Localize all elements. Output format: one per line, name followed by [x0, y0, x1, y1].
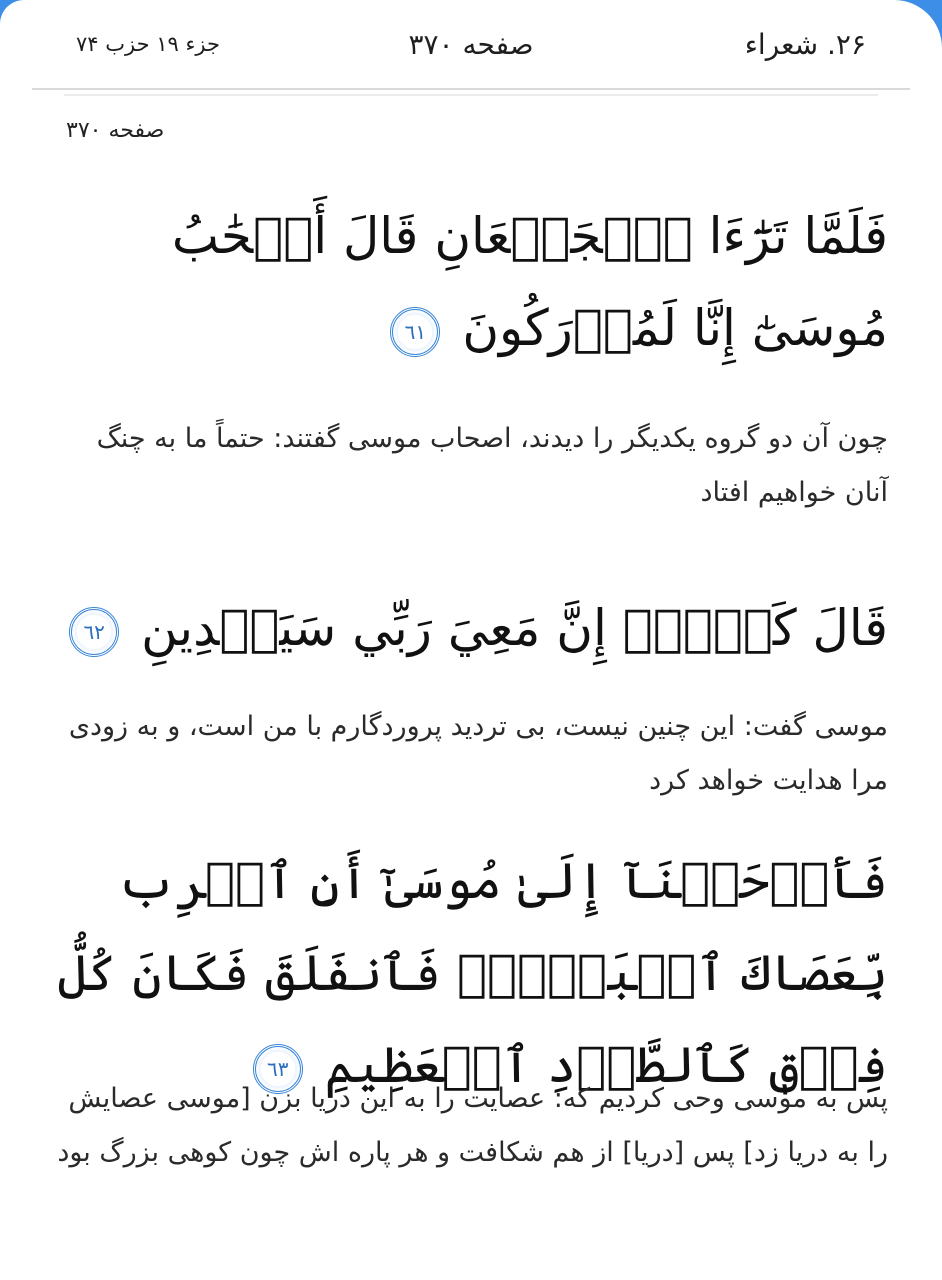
verse-61[interactable] [48, 190, 888, 374]
verse-61-translation [48, 412, 888, 520]
verse-text: فَأَوۡحَيۡنَآ إِلَىٰ مُوسَىٰٓ أَنِ ٱضۡرِب بِّعَصَاكَ ٱلۡبَحۡرَۖ فَٱنفَلَقَ فَكَانَ كُلُّ فِرۡقٖ كَٱلطَّوۡدِ ٱلۡعَظِيمِ [57, 852, 888, 1094]
verse-text: فَلَمَّا تَرَٰٓءَا ٱلۡجَمۡعَانِ قَالَ أَصۡحَٰبُ مُوسَىٰٓ إِنَّا لَمُدۡرَكُونَ [171, 207, 888, 357]
translation-text: موسی گفت: این چنین نیست، بی تردید پروردگارم با من است، و به زودی مرا هدایت خواهد کرد [68, 711, 888, 796]
verse-text: قَالَ كَلَّآۖ إِنَّ مَعِيَ رَبِّي سَيَهۡدِينِ [141, 599, 888, 657]
translation-text: چون آن دو گروه یکدیگر را دیدند، اصحاب موسی گفتند: حتماً ما به چنگ آنان خواهیم افتاد [96, 423, 888, 508]
verse-number-badge: ٦١ [390, 307, 440, 357]
surah-label[interactable]: ۲۶. شعراء [744, 28, 866, 61]
verse-arabic [48, 582, 888, 674]
verse-arabic [48, 190, 888, 374]
verse-number-badge: ٦٢ [69, 607, 119, 657]
page-number-label: صفحه ۳۷۰ [408, 28, 534, 61]
verse-arabic [48, 835, 888, 1111]
page-header [32, 0, 910, 90]
juz-hizb-label: جزء ۱۹ حزب ۷۴ [76, 32, 220, 56]
verse-63-translation [48, 1072, 888, 1180]
page-subtitle: صفحه ۳۷۰ [66, 118, 165, 143]
verse-62-translation [48, 700, 888, 808]
verse-62[interactable] [48, 582, 888, 674]
header-divider [64, 94, 878, 96]
translation-text: پس به موسی وحی کردیم که: عصایت را به این دریا بزن [موسی عصایش را به دریا زد] پس [دریا] از هم شکافت و هر پاره اش چون کوهی بزرگ بود [57, 1083, 888, 1168]
verse-number-badge: ٦٣ [253, 1044, 303, 1094]
verse-63[interactable] [48, 835, 888, 1111]
